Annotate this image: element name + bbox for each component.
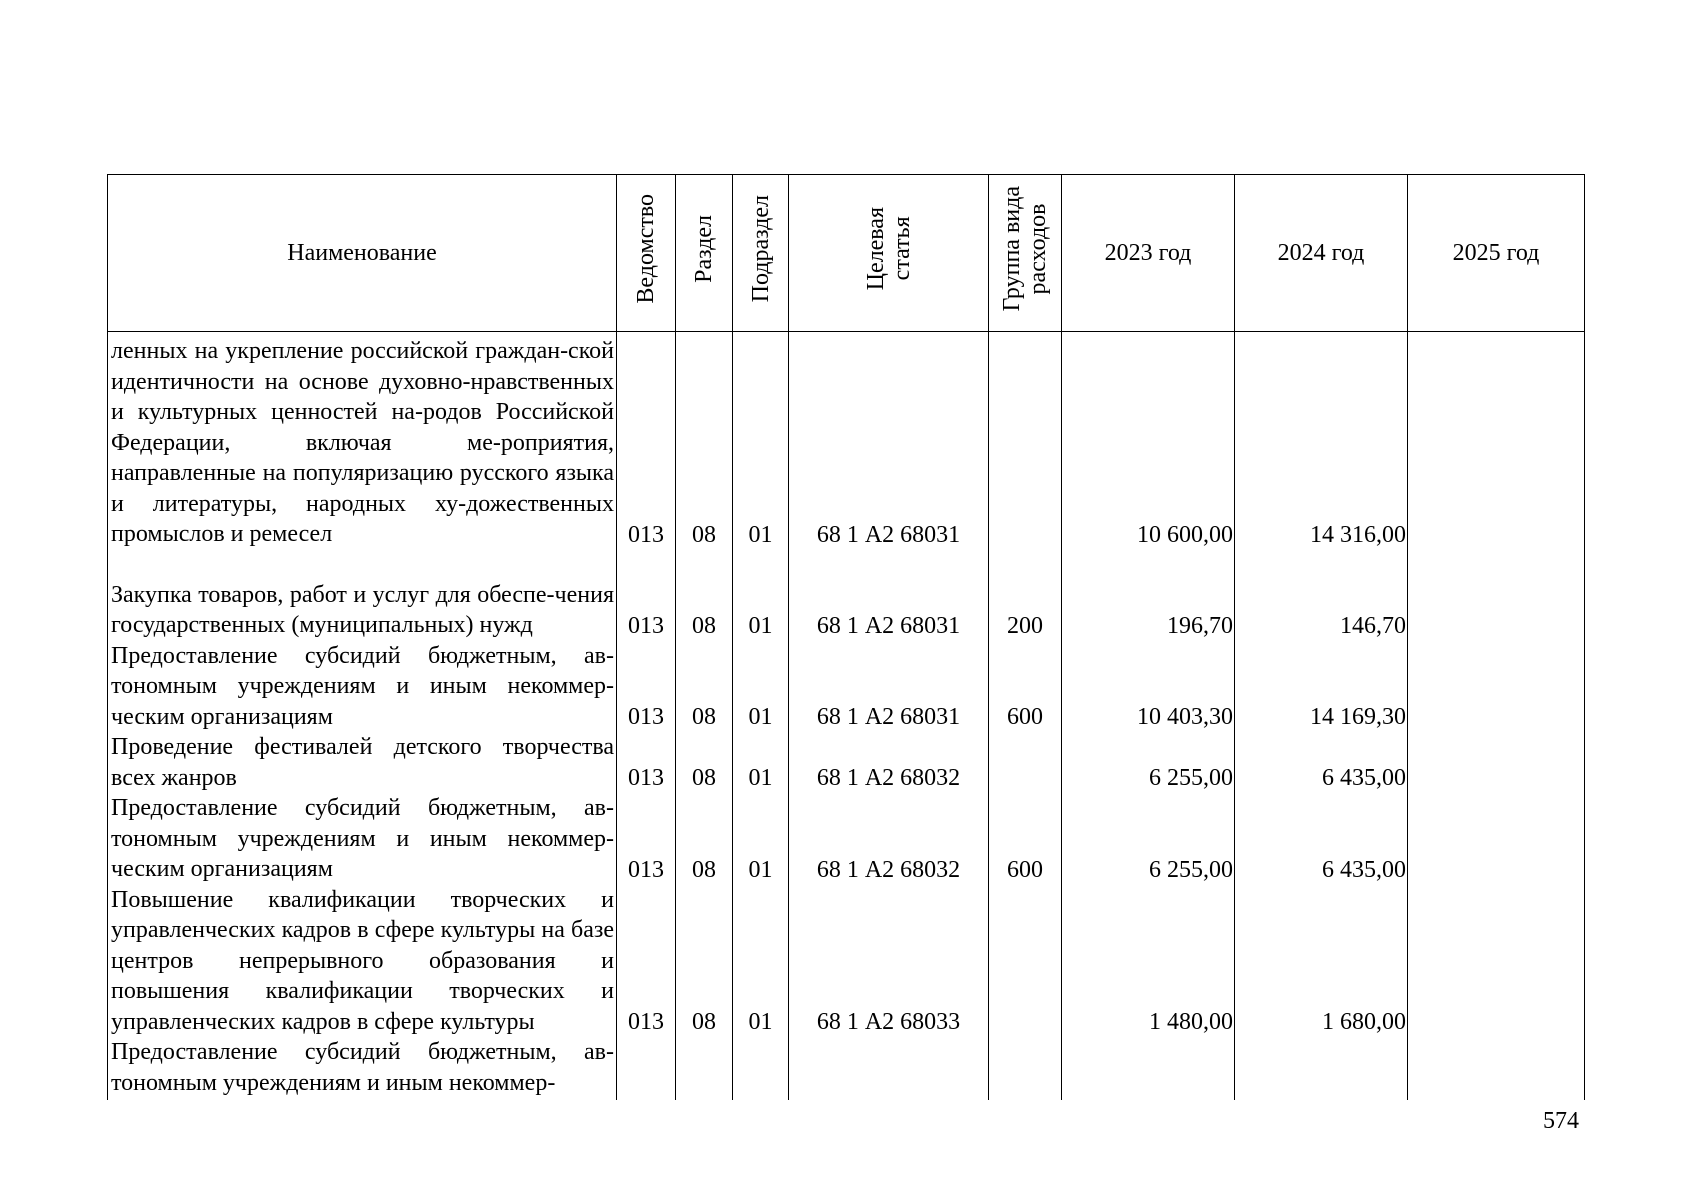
row-department: 013 [617, 332, 676, 550]
row-department: 013 [617, 732, 676, 793]
row-2024: 6 435,00 [1235, 732, 1408, 793]
row-2024: 14 169,30 [1235, 641, 1408, 733]
row-target-article [789, 1037, 989, 1100]
row-name: Проведение фестивалей детского творчества всех жанров [108, 732, 617, 793]
budget-table [107, 174, 1585, 1100]
row-subsection: 01 [733, 550, 789, 641]
row-2025 [1408, 885, 1585, 1038]
row-2025 [1408, 1037, 1585, 1100]
header-2023: 2023 год [1062, 175, 1235, 332]
row-2023: 6 255,00 [1062, 793, 1235, 885]
row-subsection: 01 [733, 885, 789, 1038]
row-target-article: 68 1 А2 68033 [789, 885, 989, 1038]
row-department [617, 1037, 676, 1100]
row-department: 013 [617, 641, 676, 733]
row-section: 08 [676, 793, 733, 885]
row-name: ленных на укрепление российской граждан-ской идентичности на основе духовно-нравственных и культурных ценностей на-родов Российской Федерации, включая ме-роприятия, направленные на популяризацию русского языка и литературы, народных ху-дожественных промыслов и ремесел [108, 332, 617, 550]
row-2024: 14 316,00 [1235, 332, 1408, 550]
row-target-article: 68 1 А2 68032 [789, 793, 989, 885]
row-name: Предоставление субсидий бюджетным, ав-тономным учреждениям и иным некоммер-ческим организациям [108, 793, 617, 885]
row-subsection: 01 [733, 641, 789, 733]
row-target-article: 68 1 А2 68031 [789, 550, 989, 641]
row-section: 08 [676, 550, 733, 641]
row-2023: 196,70 [1062, 550, 1235, 641]
row-2024: 1 680,00 [1235, 885, 1408, 1038]
row-section: 08 [676, 641, 733, 733]
table-row [108, 1037, 1585, 1100]
row-expense-group [989, 1037, 1062, 1100]
row-expense-group [989, 732, 1062, 793]
header-2025: 2025 год [1408, 175, 1585, 332]
row-expense-group [989, 885, 1062, 1038]
row-2024: 146,70 [1235, 550, 1408, 641]
row-target-article: 68 1 А2 68031 [789, 332, 989, 550]
table-row [108, 885, 1585, 1038]
row-2025 [1408, 332, 1585, 550]
page-number: 574 [1543, 1108, 1579, 1134]
row-section: 08 [676, 885, 733, 1038]
row-expense-group [989, 332, 1062, 550]
row-2025 [1408, 793, 1585, 885]
row-target-article: 68 1 А2 68031 [789, 641, 989, 733]
row-subsection [733, 1037, 789, 1100]
row-2024: 6 435,00 [1235, 793, 1408, 885]
row-expense-group: 600 [989, 641, 1062, 733]
row-department: 013 [617, 793, 676, 885]
header-section: Раздел [676, 175, 733, 332]
row-2025 [1408, 550, 1585, 641]
header-2024: 2024 год [1235, 175, 1408, 332]
table-row [108, 550, 1585, 641]
row-2023: 1 480,00 [1062, 885, 1235, 1038]
row-subsection: 01 [733, 732, 789, 793]
row-department: 013 [617, 885, 676, 1038]
row-subsection: 01 [733, 332, 789, 550]
row-2023: 6 255,00 [1062, 732, 1235, 793]
row-target-article: 68 1 А2 68032 [789, 732, 989, 793]
row-name: Предоставление субсидий бюджетным, ав-тономным учреждениям и иным некоммер- [108, 1037, 617, 1100]
row-name: Закупка товаров, работ и услуг для обеспе-чения государственных (муниципальных) нужд [108, 550, 617, 641]
row-section: 08 [676, 732, 733, 793]
header-expense-group: Группа вида расходов [989, 175, 1062, 332]
table-row [108, 793, 1585, 885]
row-2023: 10 600,00 [1062, 332, 1235, 550]
row-expense-group: 600 [989, 793, 1062, 885]
row-section: 08 [676, 332, 733, 550]
row-2023 [1062, 1037, 1235, 1100]
row-subsection: 01 [733, 793, 789, 885]
header-row [108, 175, 1585, 332]
row-name: Предоставление субсидий бюджетным, ав-тономным учреждениям и иным некоммер-ческим организациям [108, 641, 617, 733]
row-2023: 10 403,30 [1062, 641, 1235, 733]
table-row [108, 332, 1585, 550]
header-target-article: Целевая статья [789, 175, 989, 332]
row-name: Повышение квалификации творческих и управленческих кадров в сфере культуры на базе центров непрерывного образования и повышения квалификации творческих и управленческих кадров в сфере культуры [108, 885, 617, 1038]
header-department: Ведомство [617, 175, 676, 332]
row-2024 [1235, 1037, 1408, 1100]
row-2025 [1408, 732, 1585, 793]
header-name: Наименование [108, 175, 617, 332]
row-section [676, 1037, 733, 1100]
row-2025 [1408, 641, 1585, 733]
row-expense-group: 200 [989, 550, 1062, 641]
row-department: 013 [617, 550, 676, 641]
table-row [108, 641, 1585, 733]
table-row [108, 732, 1585, 793]
header-subsection: Подраздел [733, 175, 789, 332]
